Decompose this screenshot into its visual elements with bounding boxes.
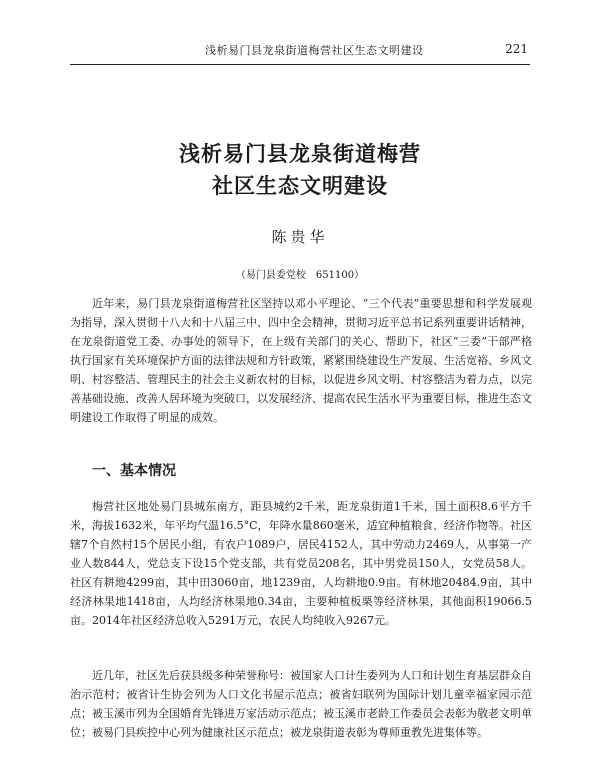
author-affiliation: （易门县委党校 651100） — [235, 270, 365, 281]
running-header — [70, 40, 530, 65]
author-name: 陈贵华 — [271, 228, 329, 246]
body-paragraph-2: 近几年，社区先后获县级多种荣誉称号：被国家人口计生委列为人口和计划生育基层群众自治示范村；被省计生协会列为人口文化书屋示范点；被省妇联列为国际计划儿童幸福家园示范点；被玉溪市列为全国婚育先锋进万家活动示范点；被玉溪市老龄工作委员会表彰为敬老文明单位；被易门县疾控中心列为健康社区示范点；被龙泉街道表彰为尊师重教先进集体等。 — [70, 669, 532, 739]
body-paragraph-1: 梅营社区地处易门县城东南方，距县城约2千米，距龙泉街道1千米，国土面积8.6平方千米，海拔1632米，年平均气温16.5°C，年降水量860毫米，适宜种植粮食、经济作物等。社区辖7个自然村15个居民小组，有农户1089户，居民4152人，其中劳动力2469人，从事第一产业人数844人，党总支下设15个党支部，共有党员208名，其中男党员150人，女党员58人。社区有耕地4299亩，其中田3060亩，地1239亩，人均耕地0.9亩。有林地20484.9亩，其中经济林果地1418亩，人均经济林果地0.34亩，主要种植板栗等经济林果，其他面积19066.5亩。2014年社区经济总收入5291万元，农民人均纯收入9267元。 — [70, 500, 532, 627]
running-title: 浅析易门县龙泉街道梅营社区生态文明建设 — [205, 44, 424, 57]
page-number: 221 — [505, 42, 528, 56]
abstract-paragraph: 近年来，易门县龙泉街道梅营社区坚持以邓小平理论、“三个代表”重要思想和科学发展观为指导，深入贯彻十八大和十八届三中、四中全会精神，贯彻习近平总书记系列重要讲话精神，在龙泉街道党工委、办事处的领导下，在上级有关部门的关心、帮助下，社区“三委”干部严格执行国家有关环境保护方面的法律法规和方针政策，紧紧围绕建设生产发展、生活宽裕、乡风文明、村容整洁、管理民主的社会主义新农村的目标，以促进乡风文明、村容整洁为着力点，以完善基础设施、改善人居环境为突破口，以发展经济、提高农民生活水平为重要目标，推进生态文明建设工作取得了明显的成效。 — [70, 297, 532, 424]
title-line-1: 浅析易门县龙泉街道梅营 — [179, 141, 421, 166]
title-line-2: 社区生态文明建设 — [212, 173, 388, 198]
section-heading: 一、基本情况 — [92, 463, 176, 479]
article-title — [0, 138, 600, 202]
